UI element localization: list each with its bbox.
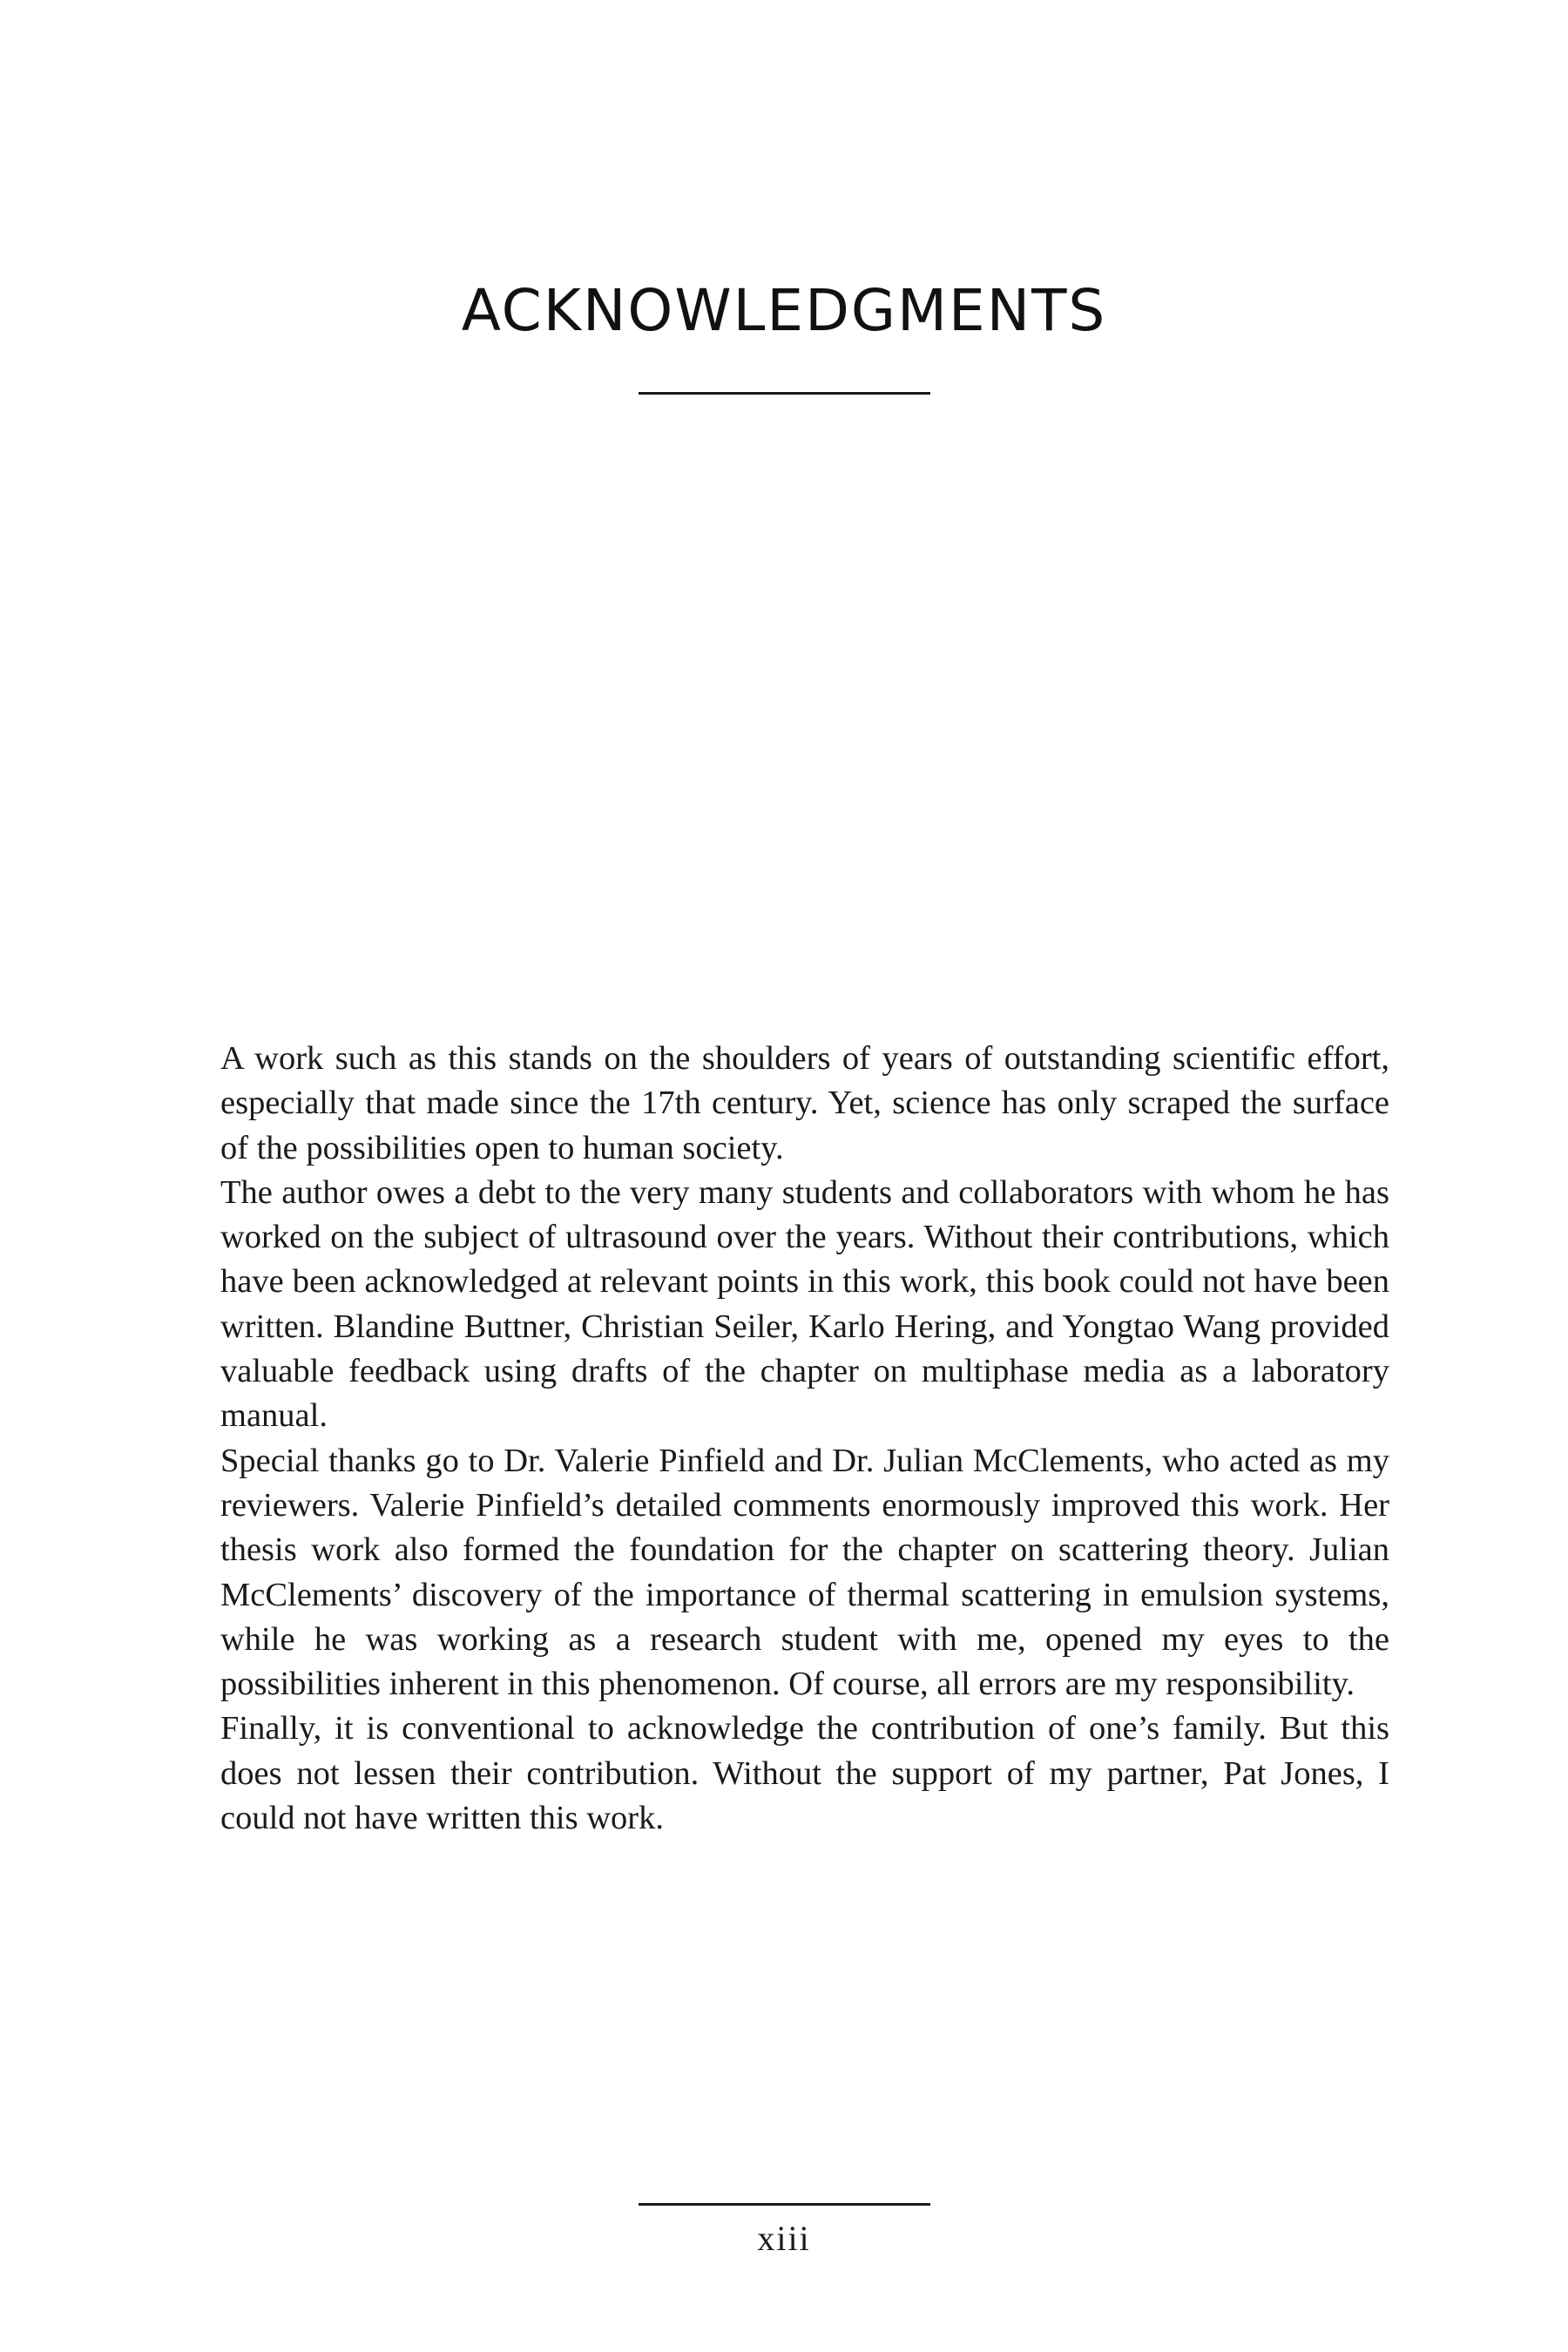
acknowledgments-body: [220, 1037, 1389, 1841]
title-divider: [639, 392, 930, 395]
paragraph-4: Finally, it is conventional to acknowledge the contribution of one’s family. But this does not lessen their contribution. Without the support of my partner, Pat Jones, I could not have written this work.: [220, 1710, 1389, 1837]
page-number: xiii: [757, 2219, 811, 2258]
footer-divider: [639, 2203, 930, 2206]
paragraph-3: Special thanks go to Dr. Valerie Pinfield and Dr. Julian McClements, who acted as my reviewers. Valerie Pinfield’s detailed comments enormously improved this work. Her thesis work also formed the foundation for the chapter on scattering theory. Julian McClements’ discovery of the importance of thermal scattering in emulsion systems, while he was working as a research student with me, opened my eyes to the possibilities inherent in this phenomenon. Of course, all errors are my responsibility.: [220, 1442, 1389, 1703]
paragraph-1: A work such as this stands on the shoulders of years of outstanding scientific effort, especially that made since the 17th century. Yet, science has only scraped the surface of the possibilities open to human society.: [220, 1040, 1389, 1166]
page-title: ACKNOWLEDGMENTS: [461, 277, 1107, 344]
paragraph-2: The author owes a debt to the very many students and collaborators with whom he has worked on the subject of ultrasound over the years. Without their contributions, which have been acknowledged at relevant points in this work, this book could not have been written. Blandine Buttner, Christian Seiler, Karlo Hering, and Yongtao Wang provided valuable feedback using drafts of the chapter on multiphase media as a laboratory manual.: [220, 1173, 1389, 1435]
